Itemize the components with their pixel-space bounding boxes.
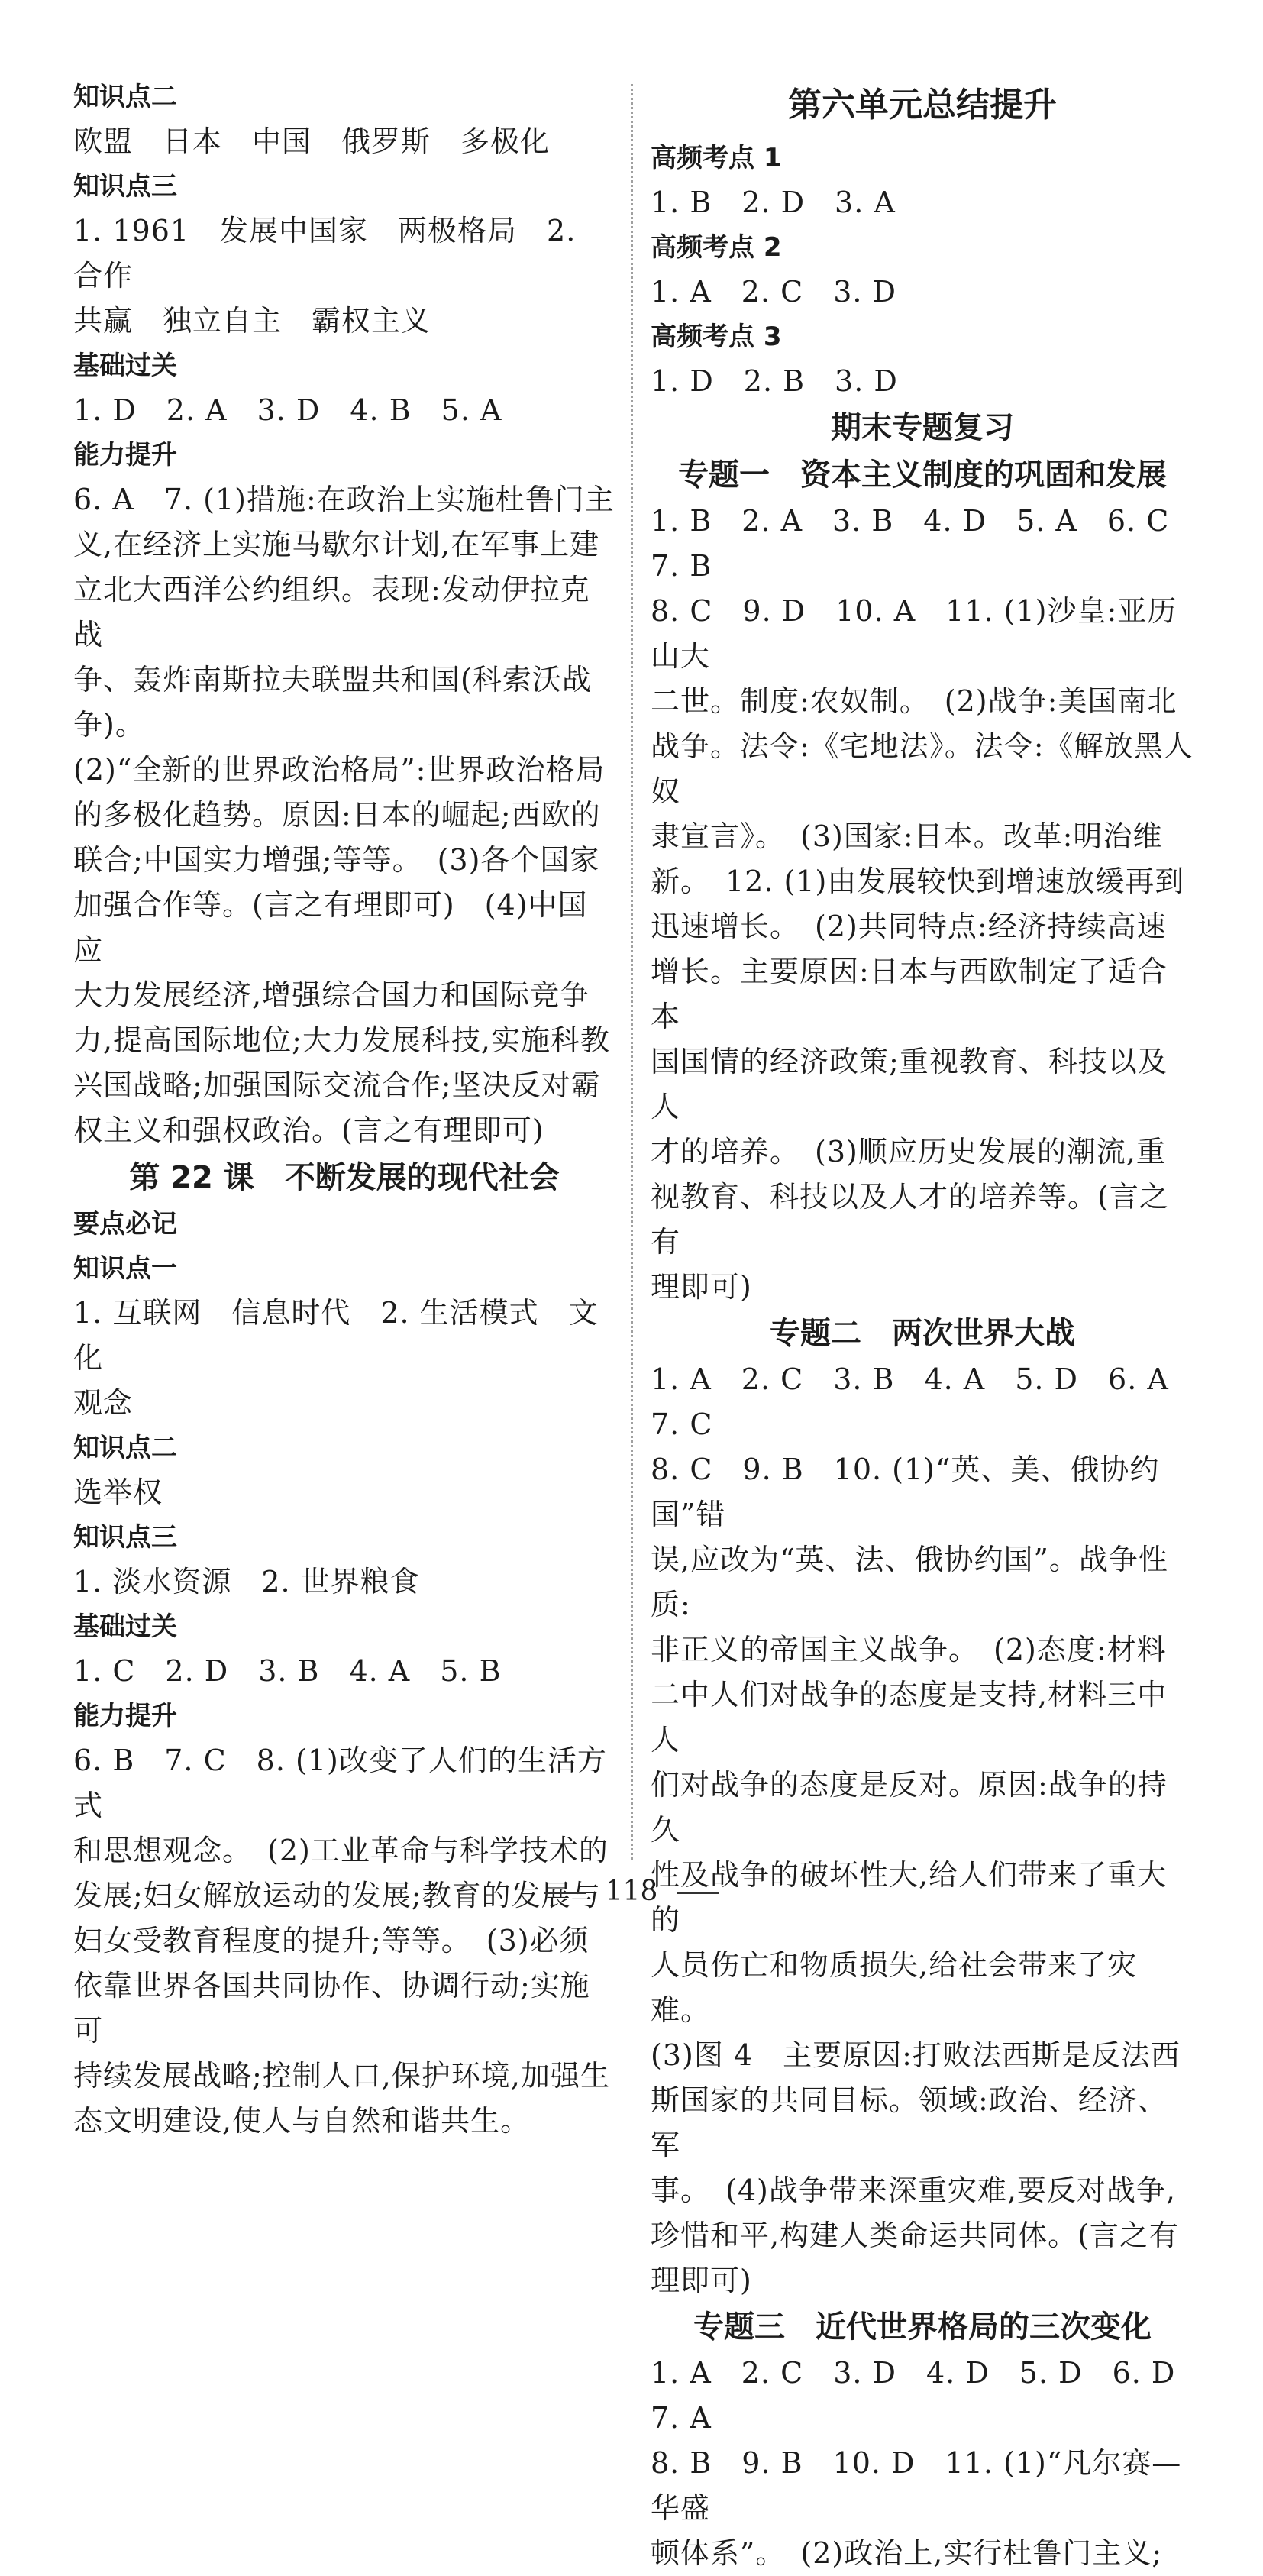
answer-line: 珍惜和平,构建人类命运共同体。(言之有 (651, 2219, 1179, 2252)
answer-text: 1. D 2. A 3. D 4. B 5. A (73, 393, 502, 427)
answer-text: 1. A 2. C 3. D (651, 275, 896, 309)
section-heading: 高频考点 3 (651, 322, 782, 352)
answer-line: 力,提高国际地位;大力发展科技,实施科教 (73, 1023, 610, 1057)
section-heading: 知识点三 (73, 1522, 177, 1553)
answer-line: 观念 (73, 1386, 134, 1420)
section-heading: 基础过关 (73, 1611, 177, 1642)
answer-line: 的多极化趋势。原因:日本的崛起;西欧的 (73, 798, 601, 832)
answer-line: 才的培养。 (3)顺应历史发展的潮流,重 (651, 1135, 1166, 1168)
answer-line: 6. A 7. (1)措施:在政治上实施杜鲁门主 (73, 483, 615, 516)
section-heading: 基础过关 (73, 351, 177, 381)
page-footer (0, 1876, 1263, 1907)
page-number: 118 (605, 1876, 658, 1907)
topic-title: 专题二 两次世界大战 (770, 1315, 1075, 1351)
section-heading: 能力提升 (73, 440, 177, 470)
answer-line: 加强合作等。(言之有理即可) (4)中国应 (73, 888, 588, 967)
answer-text: 共赢 独立自主 霸权主义 (73, 304, 431, 338)
answer-text: 1. 淡水资源 2. 世界粮食 (73, 1565, 420, 1598)
answer-line: (2)“全新的世界政治格局”:世界政治格局 (73, 753, 606, 787)
answer-line: 国国情的经济政策;重视教育、科技以及人 (651, 1045, 1168, 1123)
answer-line: 事。 (4)战争带来深重灾难,要反对战争, (651, 2174, 1176, 2207)
answer-line: (3)图 4 主要原因:打败法西斯是反法西 (651, 2038, 1181, 2072)
section-heading: 要点必记 (73, 1209, 177, 1240)
answer-line: 争、轰炸南斯拉夫联盟共和国(科索沃战争)。 (73, 663, 592, 742)
answer-text: 1. B 2. D 3. A (651, 186, 896, 219)
answer-line: 顿体系”。 (2)政治上,实行杜鲁门主义; (651, 2536, 1163, 2570)
answer-line: 和思想观念。 (2)工业革命与科学技术的 (73, 1834, 609, 1867)
answer-line: 性及战争的破坏性大,给人们带来了重大的 (651, 1858, 1168, 1937)
answer-line: 持续发展战略;控制人口,保护环境,加强生 (73, 2059, 610, 2093)
answer-line: 新。 12. (1)由发展较快到增速放缓再到 (651, 865, 1185, 898)
answer-line: 误,应改为“英、法、俄协约国”。战争性质: (651, 1543, 1168, 1621)
answer-line: 战争。法令:《宅地法》。法令:《解放黑人奴 (651, 729, 1194, 808)
column-divider (631, 84, 633, 1860)
answer-line: 隶宣言》。 (3)国家:日本。改革:明治维 (651, 819, 1163, 853)
answer-line: 联合;中国实力增强;等等。 (3)各个国家 (73, 843, 600, 877)
answer-line: 迅速增长。 (2)共同特点:经济持续高速 (651, 910, 1167, 943)
answer-line: 增长。主要原因:日本与西欧制定了适合本 (651, 955, 1168, 1033)
answer-line: 兴国战略;加强国际交流合作;坚决反对霸 (73, 1068, 601, 1102)
right-column (651, 75, 1206, 2576)
answer-line: 斯国家的共同目标。领域:政治、经济、军 (651, 2083, 1168, 2162)
answer-line: 非正义的帝国主义战争。 (2)态度:材料 (651, 1633, 1167, 1666)
topic-title: 专题三 近代世界格局的三次变化 (693, 2309, 1152, 2345)
answer-line: 6. B 7. C 8. (1)改变了人们的生活方式 (73, 1744, 607, 1822)
left-column (73, 75, 615, 2144)
answer-line: 妇女受教育程度的提升;等等。 (3)必须 (73, 1924, 590, 1957)
answer-line: 理即可) (651, 2264, 752, 2297)
answer-text: 选举权 (73, 1475, 163, 1509)
section-heading: 高频考点 2 (651, 232, 782, 263)
answer-line: 态文明建设,使人与自然和谐共生。 (73, 2104, 531, 2138)
section-heading: 知识点三 (73, 171, 177, 202)
answer-line: 权主义和强权政治。(言之有理即可) (73, 1113, 544, 1147)
section-heading: 知识点二 (73, 1433, 177, 1463)
answer-line: 们对战争的态度是反对。原因:战争的持久 (651, 1768, 1168, 1847)
answer-line: 依靠世界各国共同协作、协调行动;实施可 (73, 1969, 590, 2048)
answer-text: 1. 1961 发展中国家 两极格局 2. 合作 (73, 214, 577, 293)
section-heading: 能力提升 (73, 1701, 177, 1731)
section-heading: 知识点二 (73, 82, 177, 112)
answer-text: 1. C 2. D 3. B 4. A 5. B (73, 1654, 502, 1688)
answer-line: 8. C 9. D 10. A 11. (1)沙皇:亚历山大 (651, 594, 1177, 673)
unit-title: 第六单元总结提升 (788, 86, 1057, 124)
answer-line: 1. B 2. A 3. B 4. D 5. A 6. C 7. B (651, 504, 1200, 583)
answer-line: 8. B 9. B 10. D 11. (1)“凡尔赛—华盛 (651, 2446, 1182, 2525)
topic-title: 专题一 资本主义制度的巩固和发展 (678, 457, 1167, 493)
answer-line: 视教育、科技以及人才的培养等。(言之有 (651, 1180, 1169, 1259)
answer-line: 二世。制度:农奴制。 (2)战争:美国南北 (651, 684, 1177, 718)
answer-line: 1. A 2. C 3. D 4. D 5. D 6. D 7. A (651, 2356, 1206, 2435)
section-heading: 知识点一 (73, 1253, 177, 1284)
footer-dash-right (677, 1892, 719, 1894)
answer-line: 人员伤亡和物质损失,给社会带来了灾难。 (651, 1948, 1138, 2027)
answer-line: 二中人们对战争的态度是支持,材料三中人 (651, 1678, 1168, 1757)
answer-text: 1. D 2. B 3. D (651, 364, 898, 398)
answer-line: 1. 互联网 信息时代 2. 生活模式 文化 (73, 1296, 599, 1375)
answer-line: 1. A 2. C 3. B 4. A 5. D 6. A 7. C (651, 1362, 1199, 1441)
answer-line: 大力发展经济,增强综合国力和国际竞争 (73, 978, 590, 1012)
answer-text: 欧盟 日本 中国 俄罗斯 多极化 (73, 124, 551, 158)
answer-line: 发展;妇女解放运动的发展;教育的发展与 (73, 1879, 601, 1912)
lesson-title: 第 22 课 不断发展的现代社会 (129, 1160, 560, 1195)
answer-line: 理即可) (651, 1270, 752, 1304)
footer-dash-left (544, 1892, 586, 1894)
final-review-title: 期末专题复习 (831, 409, 1014, 445)
answer-line: 立北大西洋公约组织。表现:发动伊拉克战 (73, 573, 590, 651)
answer-line: 8. C 9. B 10. (1)“英、美、俄协约国”错 (651, 1453, 1160, 1531)
answer-line: 义,在经济上实施马歇尔计划,在军事上建 (73, 528, 600, 561)
section-heading: 高频考点 1 (651, 143, 782, 173)
